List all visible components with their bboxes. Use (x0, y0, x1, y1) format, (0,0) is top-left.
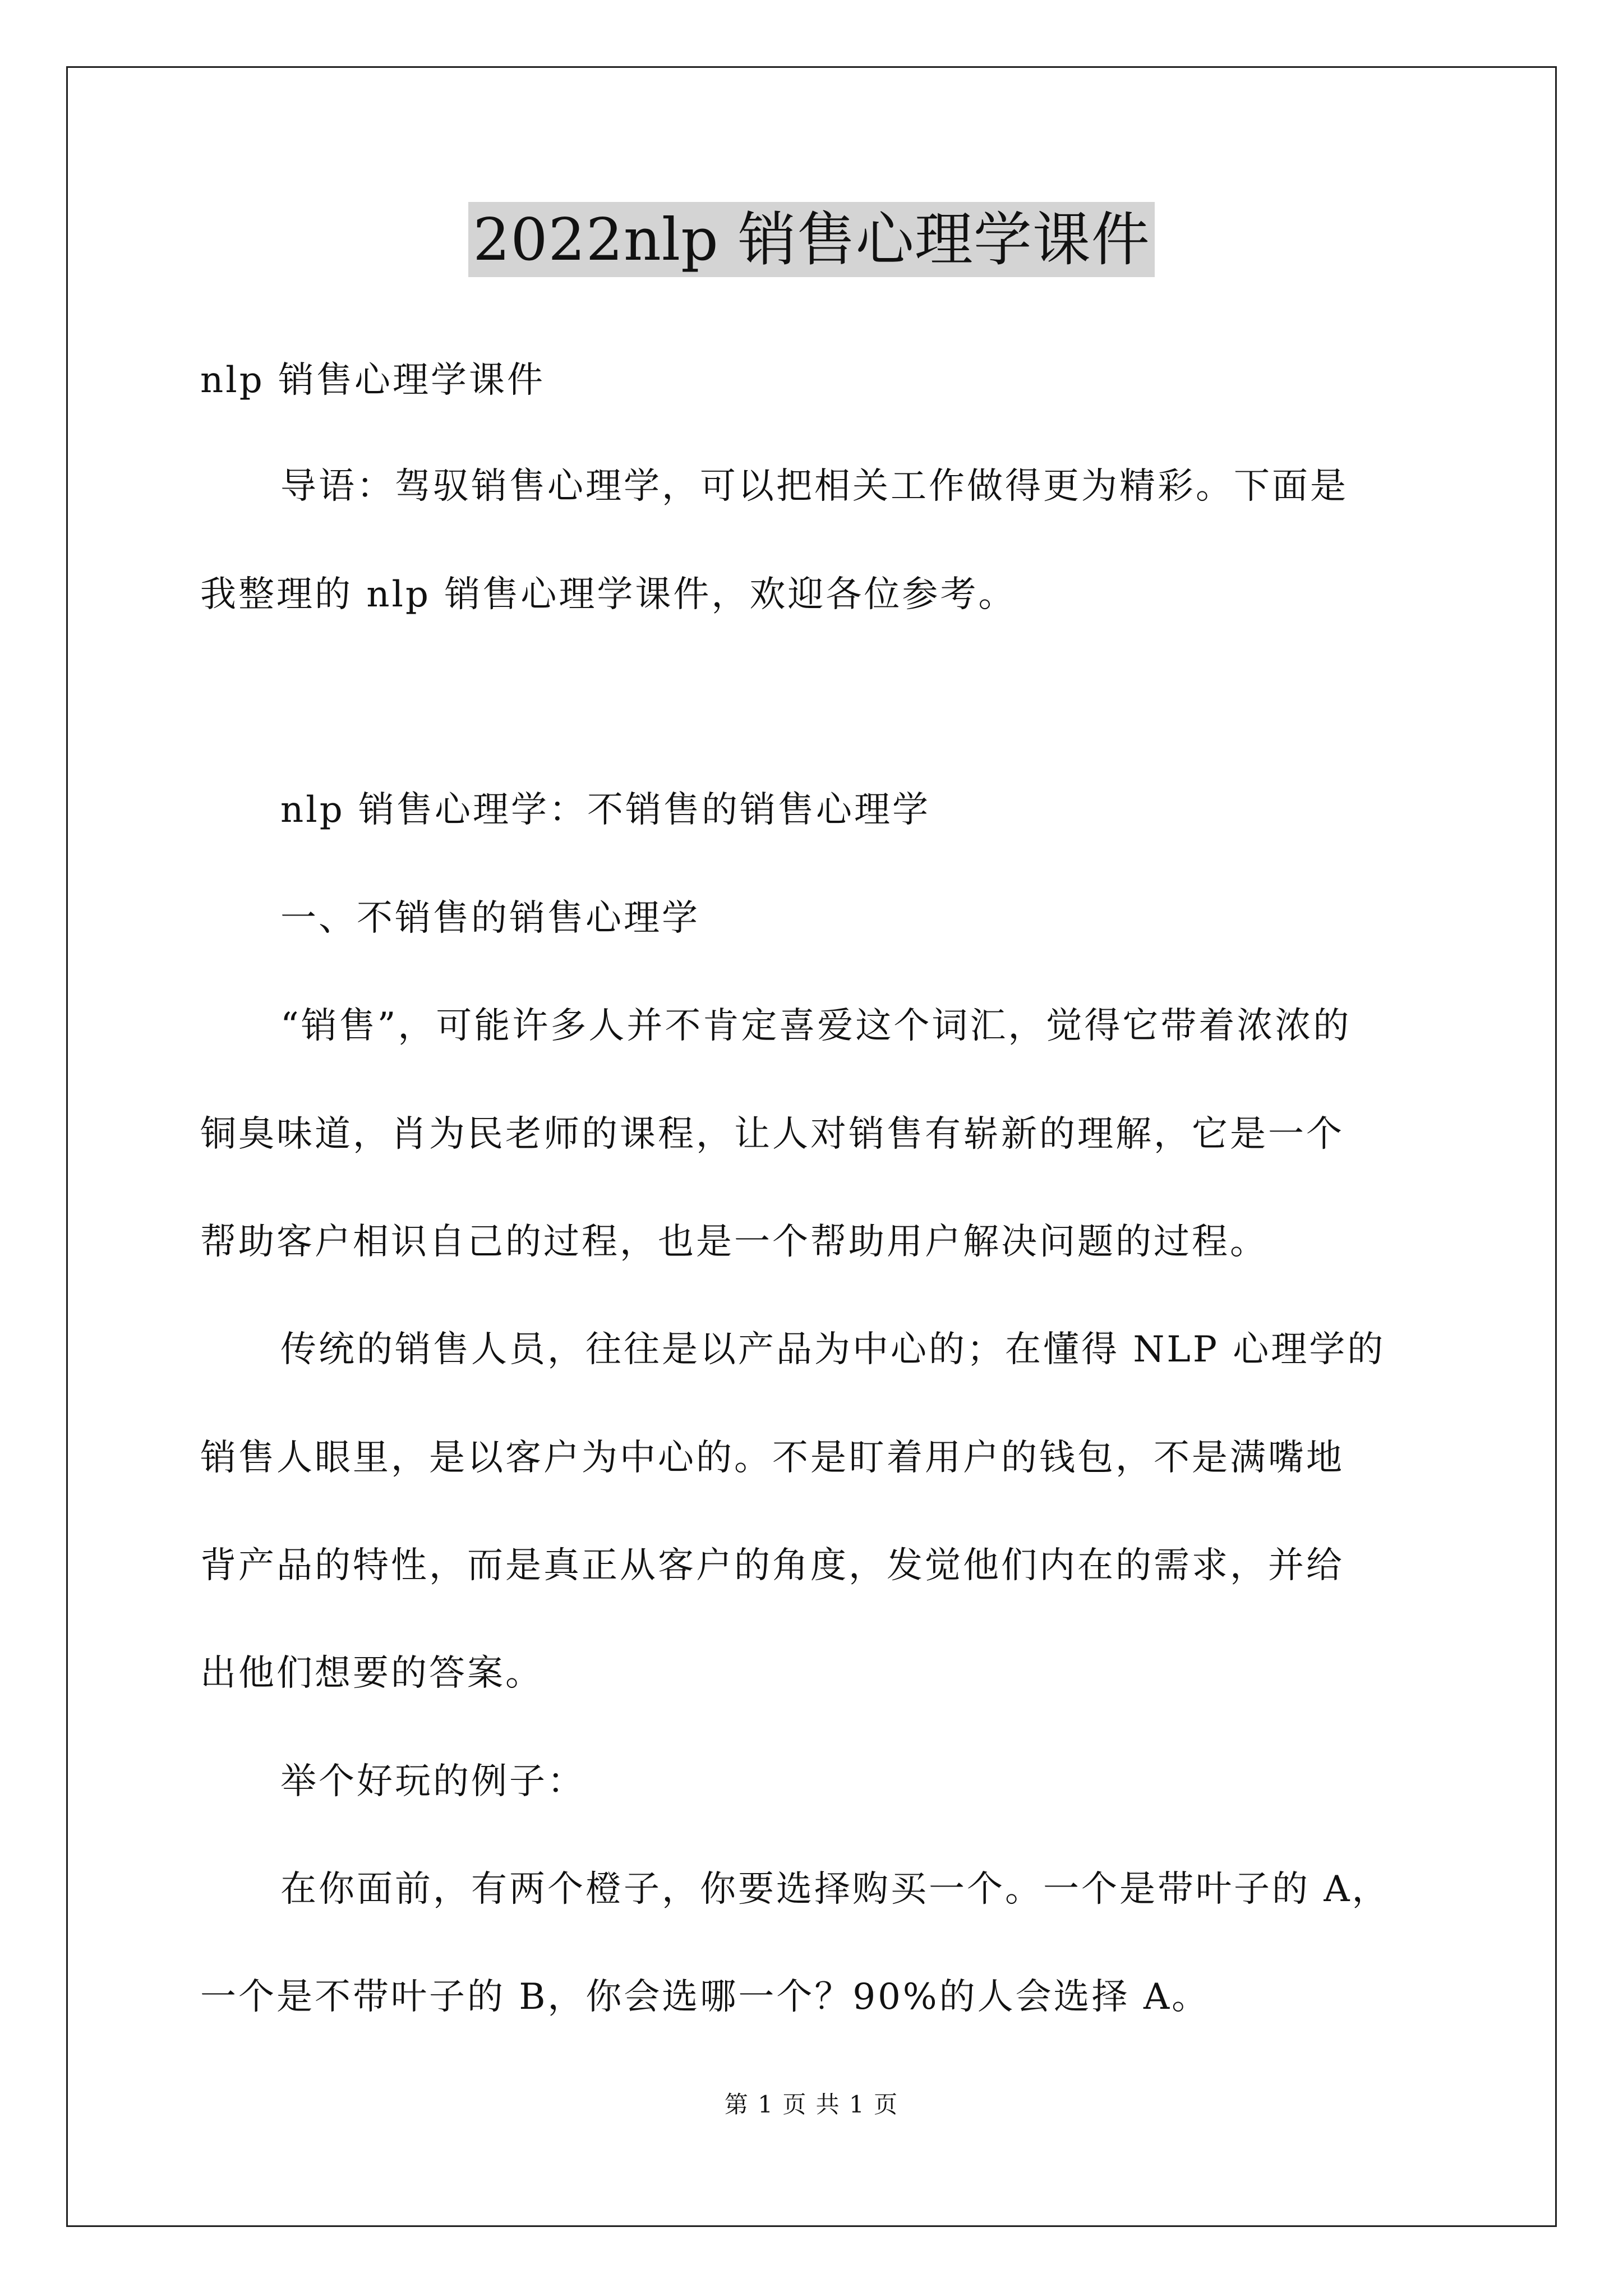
paragraph-1-line-2: 铜臭味道，肖为民老师的课程，让人对销售有崭新的理解，它是一个 (200, 1114, 1344, 1155)
intro-line-2: 我整理的 nlp 销售心理学课件，欢迎各位参考。 (200, 574, 1017, 615)
intro-line-1: 导语：驾驭销售心理学，可以把相关工作做得更为精彩。下面是 (280, 466, 1348, 507)
paragraph-1-line-1: “销售”，可能许多人并不肯定喜爱这个词汇，觉得它带着浓浓的 (280, 1005, 1352, 1047)
document-title: 2022nlp 销售心理学课件 (468, 202, 1155, 277)
title-block (0, 202, 1623, 277)
paragraph-2-line-1: 传统的销售人员，往往是以产品为中心的；在懂得 NLP 心理学的 (280, 1329, 1386, 1370)
page-footer: 第 1 页 共 1 页 (724, 2091, 899, 2118)
section-heading: nlp 销售心理学：不销售的销售心理学 (280, 789, 930, 831)
paragraph-4-line-1: 在你面前，有两个橙子，你要选择购买一个。一个是带叶子的 A， (280, 1869, 1390, 1910)
paragraph-2-line-4: 出他们想要的答案。 (200, 1653, 543, 1694)
paragraph-4-line-2: 一个是不带叶子的 B，你会选哪一个？90%的人会选择 A。 (200, 1976, 1210, 2018)
subsection-heading: 一、不销售的销售心理学 (280, 898, 700, 939)
subtitle-line: nlp 销售心理学课件 (200, 360, 545, 401)
paragraph-2-line-3: 背产品的特性，而是真正从客户的角度，发觉他们内在的需求，并给 (200, 1545, 1344, 1586)
paragraph-2-line-2: 销售人眼里，是以客户为中心的。不是盯着用户的钱包，不是满嘴地 (200, 1437, 1344, 1479)
paragraph-1-line-3: 帮助客户相识自己的过程，也是一个帮助用户解决问题的过程。 (200, 1221, 1268, 1263)
paragraph-3-line-1: 举个好玩的例子： (280, 1761, 585, 1802)
